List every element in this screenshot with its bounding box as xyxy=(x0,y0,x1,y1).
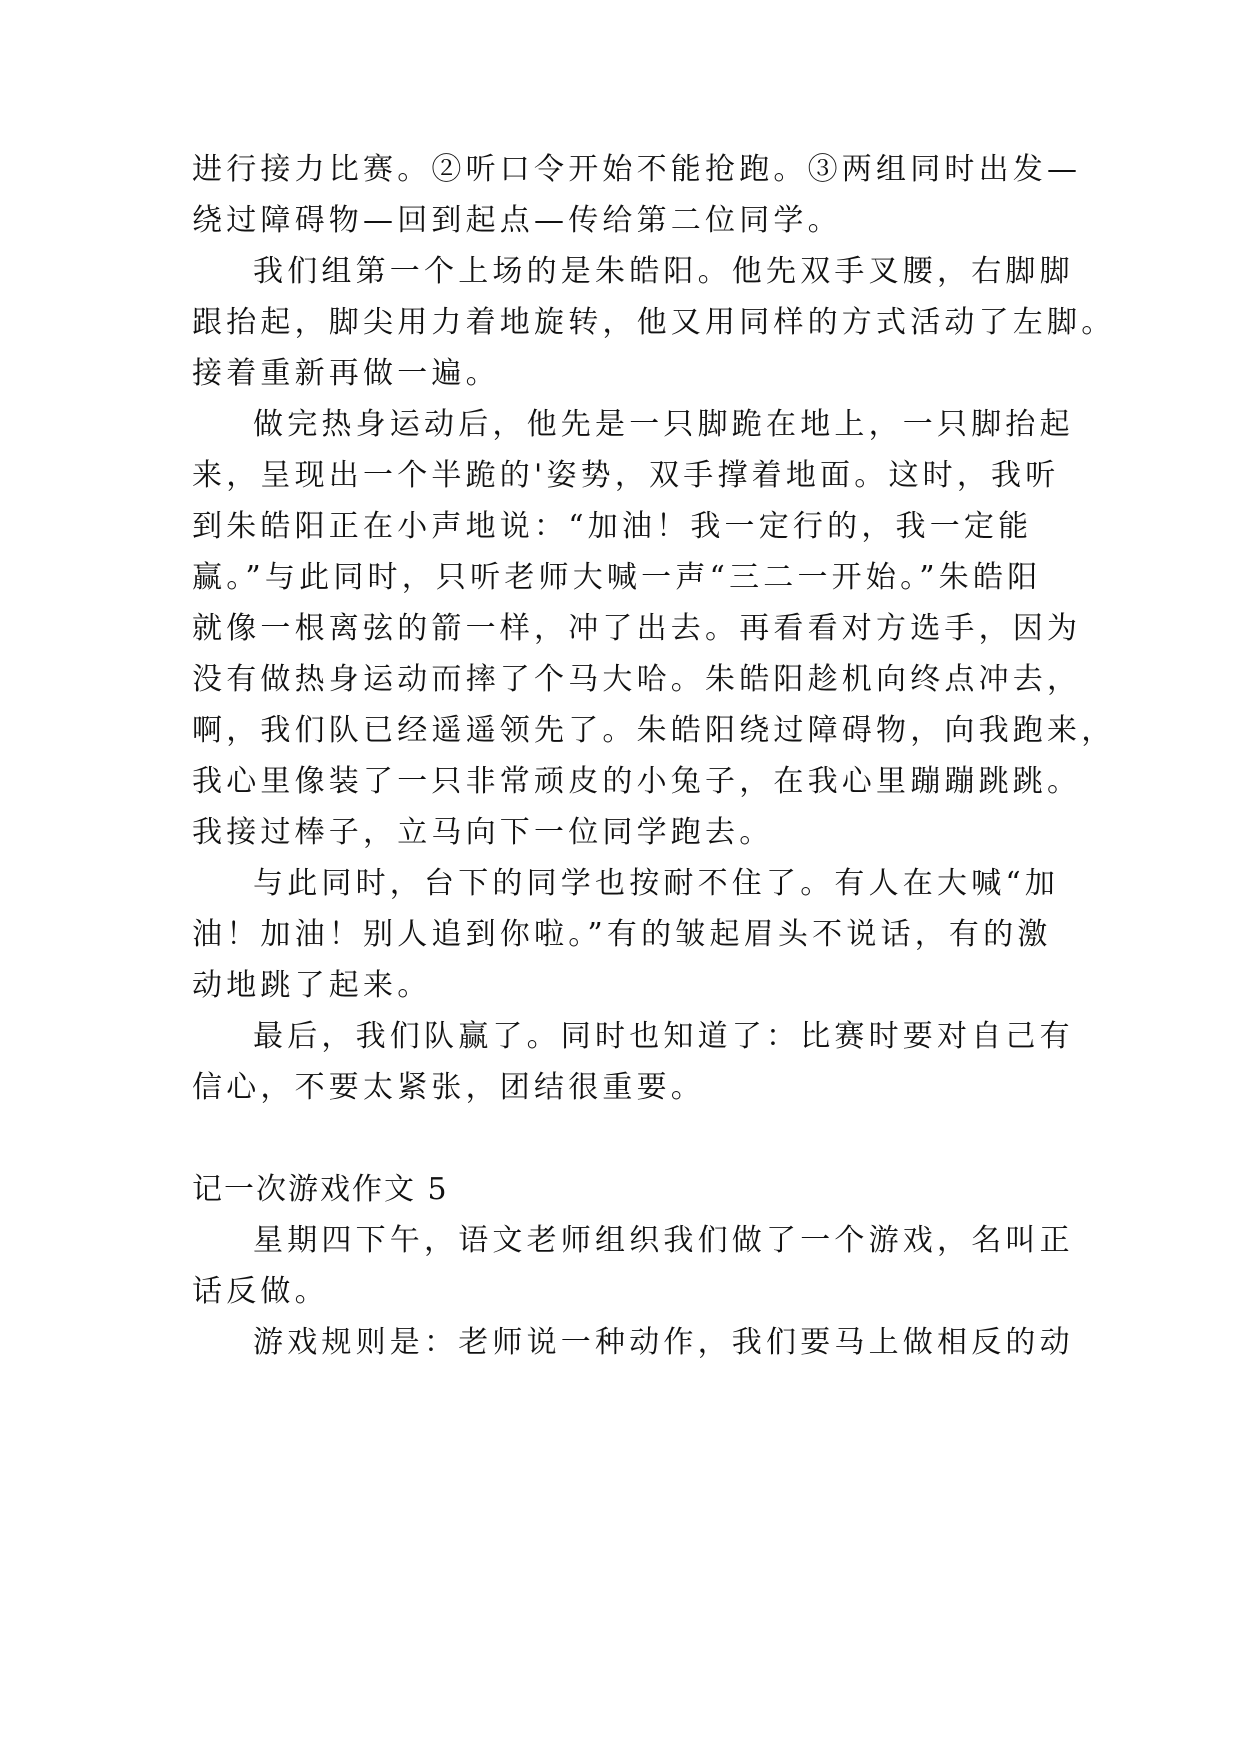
text-line: 没有做热身运动而摔了个马大哈。朱皓阳趁机向终点冲去， xyxy=(192,662,1082,697)
text-line: 油！加油！别人追到你啦。”有的皱起眉头不说话，有的激 xyxy=(192,917,1052,952)
paragraph-start-line: 与此同时，台下的同学也按耐不住了。有人在大喊“加 xyxy=(253,866,1060,901)
text-line: 话反做。 xyxy=(192,1274,329,1309)
text-line: 信心，不要太紧张，团结很重要。 xyxy=(192,1070,705,1105)
text-line: 动地跳了起来。 xyxy=(192,968,432,1003)
text-line: 我心里像装了一只非常顽皮的小兔子，在我心里蹦蹦跳跳。 xyxy=(192,764,1082,799)
text-line: 进行接力比赛。②听口令开始不能抢跑。③两组同时出发— xyxy=(192,152,1082,187)
text-line: 啊，我们队已经遥遥领先了。朱皓阳绕过障碍物，向我跑来， xyxy=(192,713,1116,748)
text-line: 来，呈现出一个半跪的'姿势，双手撑着地面。这时，我听 xyxy=(192,458,1060,493)
text-line: 就像一根离弦的箭一样，冲了出去。再看看对方选手，因为 xyxy=(192,611,1082,646)
text-line: 到朱皓阳正在小声地说：“加油！我一定行的，我一定能 xyxy=(192,509,1033,544)
paragraph-start-line: 最后，我们队赢了。同时也知道了：比赛时要对自己有 xyxy=(253,1019,1074,1054)
text-line: 接着重新再做一遍。 xyxy=(192,356,500,391)
section-heading: 记一次游戏作文 5 xyxy=(192,1172,449,1207)
paragraph-start-line: 我们组第一个上场的是朱皓阳。他先双手叉腰，右脚脚 xyxy=(253,254,1074,289)
text-line: 绕过障碍物—回到起点—传给第二位同学。 xyxy=(192,203,842,238)
text-line: 赢。”与此同时，只听老师大喊一声“三二一开始。”朱皓阳 xyxy=(192,560,1042,595)
paragraph-start-line: 游戏规则是：老师说一种动作，我们要马上做相反的动 xyxy=(253,1325,1074,1360)
text-line: 跟抬起，脚尖用力着地旋转，他又用同样的方式活动了左脚。 xyxy=(192,305,1116,340)
text-line: 我接过棒子，立马向下一位同学跑去。 xyxy=(192,815,774,850)
paragraph-start-line: 星期四下午，语文老师组织我们做了一个游戏，名叫正 xyxy=(253,1223,1074,1258)
paragraph-start-line: 做完热身运动后，他先是一只脚跪在地上，一只脚抬起 xyxy=(253,407,1074,442)
